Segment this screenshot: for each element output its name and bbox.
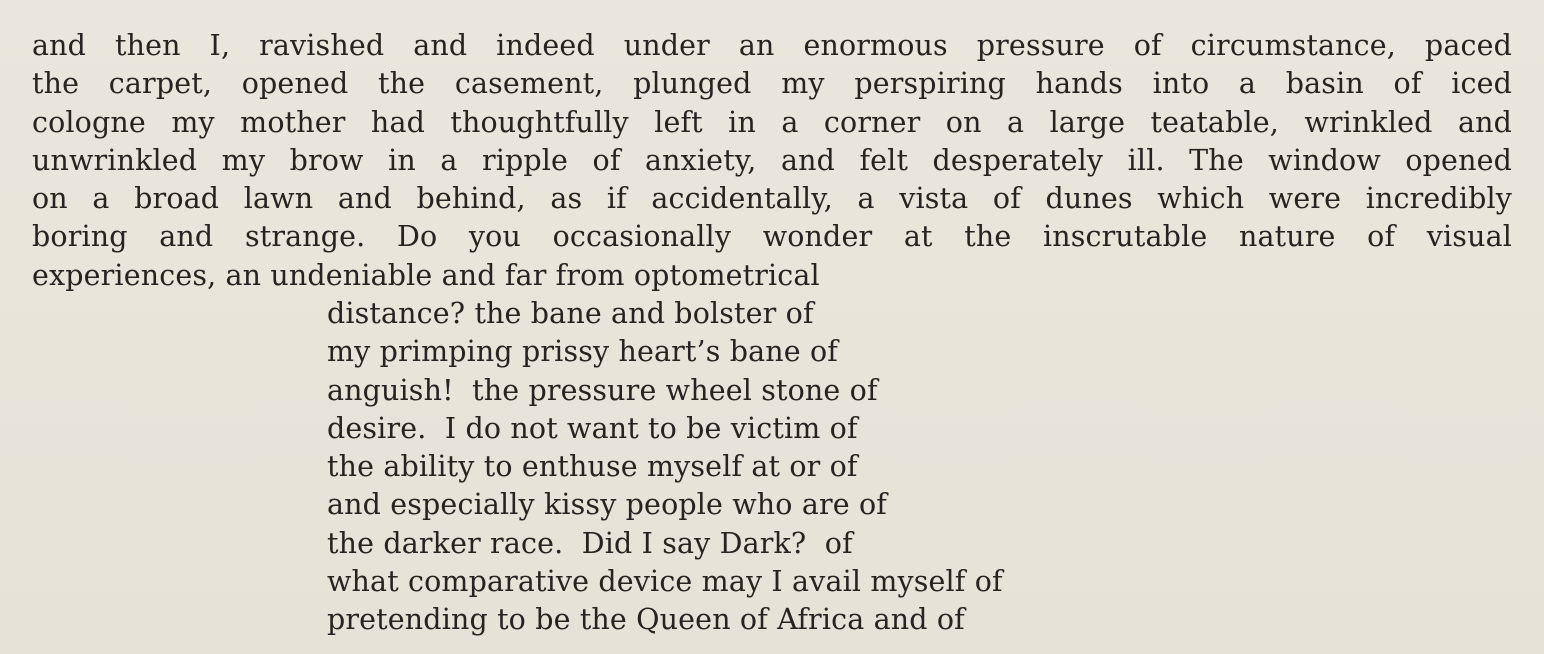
verse-line: my primping prissy heart’s bane of [327,335,838,369]
verse-line: the ability to enthuse myself at or of [327,450,858,484]
prose-line: unwrinkled my brow in a ripple of anxiety, and felt desperately ill. The window opened [32,143,1512,177]
prose-line: experiences, an undeniable and far from optometrical [32,258,820,292]
prose-line: boring and strange. Do you occasionally wonder at the inscrutable nature of visual [32,220,1512,254]
prose-line: the carpet, opened the casement, plunged my perspiring hands into a basin of iced [32,67,1512,101]
verse-line: and especially kissy people who are of [327,488,887,522]
prose-line: and then I, ravished and indeed under an enormous pressure of circumstance, paced [32,29,1512,62]
verse-line: pretending to be the Queen of Africa and of [327,603,965,637]
verse-line: what comparative device may I avail myself of [327,565,1003,599]
verse-line: distance? the bane and bolster of [327,297,814,330]
verse-block [327,295,1003,640]
verse-line: desire. I do not want to be victim of [327,411,858,445]
verse-line: anguish! the pressure wheel stone of [327,373,878,407]
prose-line: on a broad lawn and behind, as if accidentally, a vista of dunes which were incredibly [32,182,1512,216]
prose-paragraph [32,27,1512,295]
prose-line: cologne my mother had thoughtfully left in a corner on a large teatable, wrinkled and [32,105,1512,139]
verse-line: the darker race. Did I say Dark? of [327,526,853,560]
